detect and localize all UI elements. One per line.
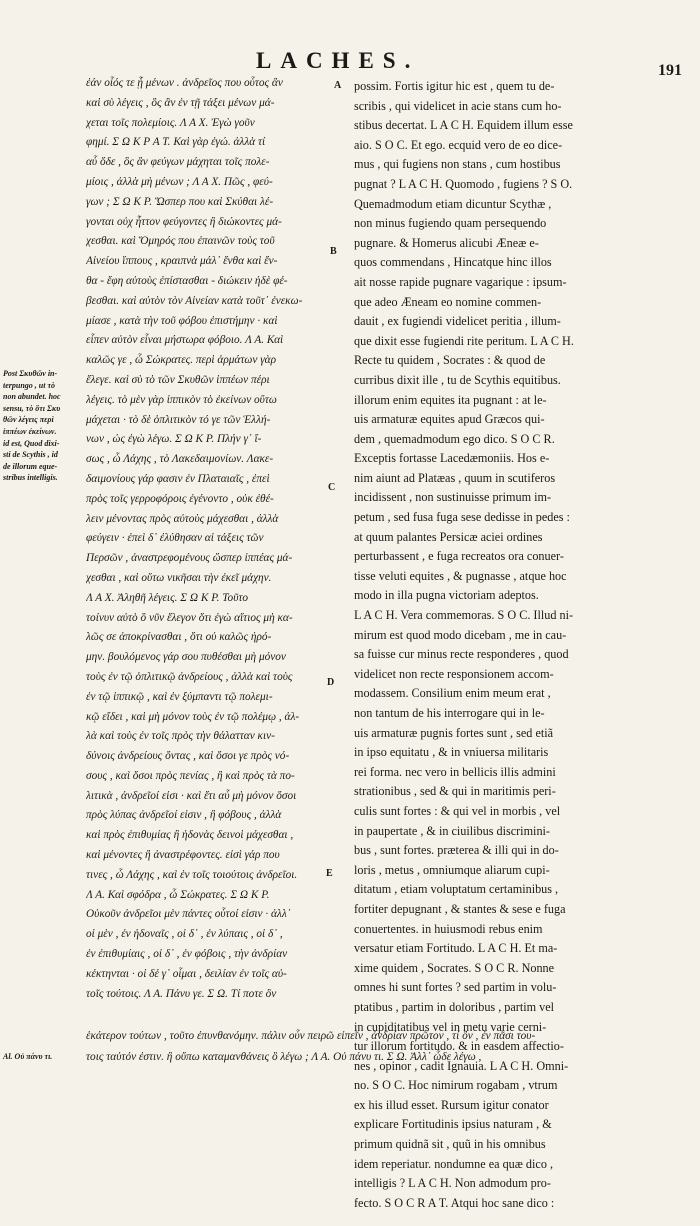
latin-text-line: sa fuisse cur minus recte responderes , quod [354, 647, 569, 662]
greek-text-line: φεύγειν · ἐπεὶ δ᾽ ἐλύθησαν αἱ τάξεις τῶν [86, 532, 264, 545]
margin-note [3, 368, 82, 484]
latin-text-line: strationibus , sed & qui in maritimis peri- [354, 784, 556, 799]
latin-text-line: nim aiunt ad Platæas , quum in scutiferos [354, 470, 556, 485]
greek-text-line: τοῖς τούτοις. Λ Α. Πάνυ γε. Σ Ω. Τί ποτε ὂν [86, 987, 277, 1000]
page-number: 191 [658, 62, 682, 79]
greek-text-line: τινες , ὦ Λάχης , καὶ ἐν τοῖς τοιούτοις ἀνδρεῖοι. [86, 868, 298, 881]
greek-text-line: Αἰνείου ἵππους , κραιπνὰ μάλ᾽ ἔνθα καὶ ἔν- [86, 255, 278, 268]
latin-text-line: xime quidem , Socrates. S O C R. Nonne [354, 960, 555, 975]
greek-text-line: λιτικὰ , ἀνδρεῖοί εἰσι · καὶ ἔτι αὖ μὴ μόνον ὅσοι [86, 789, 297, 802]
greek-text-line: τοίνυν αὐτὸ ὃ νῦν ἔλεγον ὅτι ἐγὼ αἴτιος μὴ κα- [86, 611, 293, 624]
latin-text-line: mirum est quod modo dicebam , me in cau- [354, 627, 567, 642]
margin-note-line: sensu, τὸ ὅτι Σκυ [3, 403, 61, 413]
latin-text-line: dauit , ex fugiendi videlicet peritia , illum- [354, 314, 561, 329]
greek-text-line: λειν μένοντας πρὸς αὐτοὺς μάχεσθαι , ἀλλὰ [86, 512, 279, 525]
latin-text-line: modassem. Consilium enim meum erat , [354, 686, 551, 701]
greek-text-line: λέγεις. τὸ μὲν γὰρ ἱππικὸν τὸ ἐκείνων οὕτω [86, 393, 277, 406]
margin-note-line: id est, Quod dixi- [3, 438, 60, 448]
latin-text-line: Quemadmodum etiam dicuntur Scythæ , [354, 196, 552, 211]
greek-text-line: λὰ καὶ τοὺς ἐν τοῖς πρὸς τὴν θάλατταν κιν- [86, 730, 275, 743]
latin-text-line: at quum palantes Persicæ aciei ordines [354, 529, 543, 544]
greek-text-column [86, 74, 324, 1074]
greek-text-line: γων ; Σ Ω Κ Ρ. Ὥσπερ που καὶ Σκύθαι λέ- [86, 195, 274, 208]
greek-text-line: νων , ὡς ἐγὼ λέγω. Σ Ω Κ Ρ. Πλήν γ᾽ ἴ- [86, 433, 262, 446]
latin-text-line: que adeo Æneam eo nomine commen- [354, 294, 542, 309]
greek-text-line: σως , ὦ Λάχης , τὸ Λακεδαιμονίων. Λακε- [86, 453, 274, 466]
latin-text-line: nes , opinor , cadit Ignauia. L A C H. Omni- [354, 1058, 569, 1073]
section-marker-c: C [328, 482, 336, 493]
greek-text-line: ἐάν οἷός τε ᾖ μένων . ἀνδρεῖος που οὗτος ἂν [86, 77, 283, 89]
latin-text-line: loris , metus , omniumque aliarum cupi- [354, 862, 550, 877]
latin-text-line: conuertentes. in huiusmodi rebus enim [354, 921, 543, 936]
greek-text-line: Λ Α. Καὶ σφόδρα , ὦ Σώκρατες. Σ Ω Κ Ρ. [86, 888, 270, 901]
greek-text-line: χεται τοῖς πολεμίοις. Λ Α Χ. Ἐγὼ γοῦν [86, 116, 255, 129]
margin-note-line: Post Σκυθῶν in- [3, 369, 58, 378]
latin-text-line: primum quidnã sit , quũ in his omnibus [354, 1137, 546, 1152]
latin-text-line: quos commendans , Hincatque hinc illos [354, 255, 552, 270]
latin-text-line: dem , quemadmodum ego dico. S O C R. [354, 431, 555, 446]
greek-text-line: πρὸς λύπας ἀνδρεῖοί εἰσιν , ἢ φόβους , ἀλλὰ [86, 809, 282, 822]
greek-text-line: χεσθαι , καὶ οὕτω νικῆσαι τὴν ἐκεῖ μάχην. [86, 571, 272, 584]
greek-text-line: μίασε , κατὰ τὴν τοῦ φόβου ἐπιστήμην · καὶ [86, 314, 278, 327]
latin-text-line: in ipso equitatu , & in vniuersa militaris [354, 745, 549, 760]
greek-text-line: γονται οὐχ ἧττον φεύγοντες ἢ διώκοντες μά- [86, 215, 282, 228]
latin-text-line: fecto. S O C R A T. Atqui hoc sane dico : [354, 1195, 555, 1210]
greek-text-line: μάχεται · τὸ δὲ ὁπλιτικὸν τό γε τῶν Ἑλλή- [86, 413, 271, 426]
section-marker-b: B [330, 246, 337, 257]
latin-text-line: aio. S O C. Et ego. ecquid vero de eo dice- [354, 137, 563, 152]
latin-text-line: no. S O C. Hoc nimirum rogabam , vtrum [354, 1078, 558, 1093]
latin-text-line: pugnare. & Homerus alicubi Æneæ e- [354, 235, 539, 250]
greek-text-line: αὖ ὅδε , ὃς ἂν φεύγων μάχηται τοῖς πολε- [86, 156, 270, 169]
latin-text-line: explicare Fortitudinis ipsius naturam , & [354, 1117, 552, 1132]
latin-text-line: Exceptis fortasse Lacedæmoniis. Hos e- [354, 451, 550, 466]
latin-text-line: stibus decertat. L A C H. Equidem illum esse [354, 118, 573, 133]
margin-note-line: non abundet. hoc [3, 392, 61, 402]
greek-text-line: καὶ πρὸς ἐπιθυμίας ἢ ἡδονὰς δεινοὶ μάχεσθαι , [86, 829, 294, 842]
greek-text-line: τοὺς ἐν τῷ ὁπλιτικῷ ἀνδρείους , ἀλλὰ καὶ τοὺς [86, 670, 293, 683]
margin-note-line: sti de Scythis , id [3, 450, 58, 460]
latin-text-line: scribis , qui videlicet in acie stans cum ho- [354, 98, 562, 113]
greek-text-line: ἔλεγε. καὶ σὺ τὸ τῶν Σκυθῶν ἱππέων πέρι [86, 373, 270, 386]
running-title: LACHES. [256, 48, 420, 73]
margin-note-line: de illorum eque- [3, 461, 58, 471]
latin-text-line: curribus dixit ille , tu de Scythis equitibus. [354, 372, 561, 387]
latin-text-line: ptatibus , partim in doloribus , partim vel [354, 999, 555, 1014]
greek-text-line: Οὐκοῦν ἀνδρεῖοι μὲν πάντες οὗτοί εἰσιν · ἀλλ᾽ [86, 908, 291, 921]
greek-full-width-lines [86, 1026, 691, 1068]
latin-text-line: Recte tu quidem , Socrates : & quod de [354, 353, 546, 368]
latin-text-line: pugnat ? L A C H. Quomodo , fugiens ? S O. [354, 176, 573, 191]
latin-text-line: intelligis ? L A C H. Non admodum pro- [354, 1176, 551, 1191]
latin-text-line: mus , qui fugiens non stans , cum hostibus [354, 157, 561, 172]
latin-text-line: culis sunt fortes : & qui vel in morbis , vel [354, 803, 561, 818]
greek-text-line: Λ Α Χ. Ἀληθῆ λέγεις. Σ Ω Κ Ρ. Τοῦτο [86, 591, 249, 604]
latin-text-line: idem reperiatur. nondumne ea quæ dico , [354, 1156, 554, 1171]
latin-text-line: uis armaturæ equites apud Græcos qui- [354, 412, 545, 427]
latin-text-line: modo in illa pugna victoriam adeptos. [354, 588, 539, 603]
greek-text-line: χεσθαι. καὶ Ὅμηρός που ἐπαινῶν τοὺς τοῦ [86, 235, 275, 248]
section-marker-a: A [334, 80, 342, 91]
latin-text-line: perturbassent , e fuga recreatos ora conuer- [354, 549, 564, 564]
greek-text-line: οἱ μὲν , ἐν ἡδοναῖς , οἱ δ᾽ , ἐν λύπαις , οἱ δ᾽ , [86, 928, 283, 941]
section-marker-e: E [326, 868, 333, 879]
latin-text-line: possim. Fortis igitur hic est , quem tu de- [354, 79, 555, 93]
greek-text-line: δαιμονίους γάρ φασιν ἐν Πλαταιαῖς , ἐπεὶ [86, 472, 270, 485]
latin-text-line: ditatum , etiam voluptatum certaminibus , [354, 882, 559, 897]
greek-text-line: μην. βουλόμενος γάρ σου πυθέσθαι μὴ μόνον [86, 651, 286, 664]
greek-text-line: λῶς σε ἀποκρίνασθαι , ὅτι οὐ καλῶς ἠρό- [86, 631, 272, 644]
bottom-margin-note: Al. Οὐ πάνυ τι. [3, 1052, 53, 1061]
latin-text-line: que dixit esse fugiendi rite peritum. L A C H. [354, 333, 574, 348]
greek-text-line: καὶ σὺ λέγεις , ὃς ἂν ἐν τῇ τάξει μένων μά- [86, 96, 275, 109]
greek-text-line: μίοις , ἀλλὰ μὴ μένων ; Λ Α Χ. Πῶς , φεύ- [86, 175, 273, 188]
latin-text-line: L A C H. Vera commemoras. S O C. Illud ni- [354, 608, 574, 623]
latin-text-line: in paupertate , & in ciuilibus discrimini- [354, 823, 550, 838]
greek-text-line: ἑκάτερον τούτων , τοῦτο ἐπυνθανόμην. πάλιν οὖν πειρῶ εἰπεῖν , ἀνδρίαν πρῶτον , τί ὂν , ἐν πᾶσι του- [86, 1030, 536, 1042]
margin-note-line: terpungo , ut τὸ [3, 380, 56, 390]
greek-text-line: θα - ἔφη αὐτοὺς ἐπίστασθαι - διώκειν ἠδὲ φέ- [86, 274, 288, 287]
latin-text-line: non tantum de his interrogare qui in le- [354, 706, 545, 720]
greek-text-line: καλῶς γε , ὦ Σώκρατες. περὶ ἁρμάτων γὰρ [86, 354, 277, 367]
latin-text-line: tur illorum fortitudo. & in easdem affectio- [354, 1039, 564, 1054]
margin-note-line: ἱππέων ἐκείνων. [3, 426, 57, 436]
latin-text-line: bus , sunt fortes. præterea & illi qui in do- [354, 843, 559, 858]
latin-text-line: illorum enim equites ita pugnant : at le- [354, 392, 547, 407]
section-marker-d: D [327, 677, 335, 688]
latin-text-line: versatur etiam Fortitudo. L A C H. Et ma- [354, 941, 558, 956]
greek-text-line: τοις ταὐτόν ἐστιν. ἢ οὔπω καταμανθάνεις ὃ λέγω ; Λ Α. Οὐ πάνυ τι. Σ Ω. Ἀλλ᾽ ὧδε λέγω , [86, 1051, 482, 1063]
greek-text-line: ἐν τῷ ἱππικῷ , καὶ ἐν ξύμπαντι τῷ πολεμι- [86, 690, 273, 703]
latin-text-line: uis armaturæ pugnis fortes sunt , sed etiã [354, 725, 554, 740]
greek-text-line: δύνοις ἀνδρείους ὄντας , καὶ ὅσοι γε πρὸς νό- [86, 750, 290, 763]
greek-text-line: κῷ εἴδει , καὶ μὴ μόνον τοὺς ἐν τῷ πολέμῳ , ἀλ- [86, 710, 300, 723]
greek-text-line: καὶ μένοντες ἢ ἀναστρέφοντες. εἰσὶ γάρ που [86, 849, 280, 862]
greek-text-line: βεσθαι. καὶ αὐτὸν τὸν Αἰνείαν κατὰ τοῦτ᾽ ἐνεκω- [86, 294, 303, 307]
latin-text-line: videlicet non recte responsionem accom- [354, 666, 554, 681]
greek-text-line: σους , καὶ ὅσοι πρὸς πενίας , ἢ καὶ πρὸς τὰ πο- [86, 769, 295, 782]
latin-text-line: incidissent , non sustinuisse primum im- [354, 490, 552, 505]
latin-text-line: petum , sed fusa fuga sese dedisse in pedes : [354, 510, 570, 525]
latin-text-line: non minus fugiendo quam persequendo [354, 216, 547, 231]
greek-text-line: φημί. Σ Ω Κ Ρ Α Τ. Καὶ γὰρ ἐγώ. ἀλλὰ τί [86, 136, 266, 149]
latin-text-line: in cupiditatibus vel in metu varie cerni- [354, 1019, 547, 1034]
greek-text-line: εἶπεν αὐτὸν εἶναι μήστωρα φόβοιο. Λ Α. Καὶ [86, 334, 284, 347]
greek-text-line: ἐν ἐπιθυμίαις , οἱ δ᾽ , ἐν φόβοις , τὴν ἀνδρίαν [86, 948, 288, 961]
greek-text-line: Περσῶν , ἀναστρεφομένους ὥσπερ ἱππέας μά- [86, 552, 293, 565]
latin-text-line: rei forma. nec vero in bellicis illis admini [354, 764, 556, 779]
latin-translation-column [354, 77, 694, 1210]
margin-note-line: θῶν λέγεις περὶ [3, 415, 54, 425]
greek-text-line: πρὸς τοῖς γερροφόροις ἐγένοντο , οὐκ ἐθέ- [86, 492, 274, 505]
latin-text-line: ex his illud esset. Rursum igitur conator [354, 1097, 549, 1112]
latin-text-line: fortiter depugnant , & stantes & sese e fuga [354, 901, 566, 916]
margin-note-line: stribus intelligis. [3, 473, 58, 483]
greek-text-line: κέκτηνται · οἱ δέ γ᾽ οἶμαι , δειλίαν ἐν τοῖς αὐ- [86, 967, 287, 980]
latin-text-line: omnes hi sunt fortes ? sed partim in volu- [354, 980, 557, 995]
latin-text-line: tisse veluti equites , & pugnasse , atque hoc [354, 568, 567, 583]
latin-text-line: ait nosse rapide pugnare vagarique : ipsum- [354, 274, 567, 289]
